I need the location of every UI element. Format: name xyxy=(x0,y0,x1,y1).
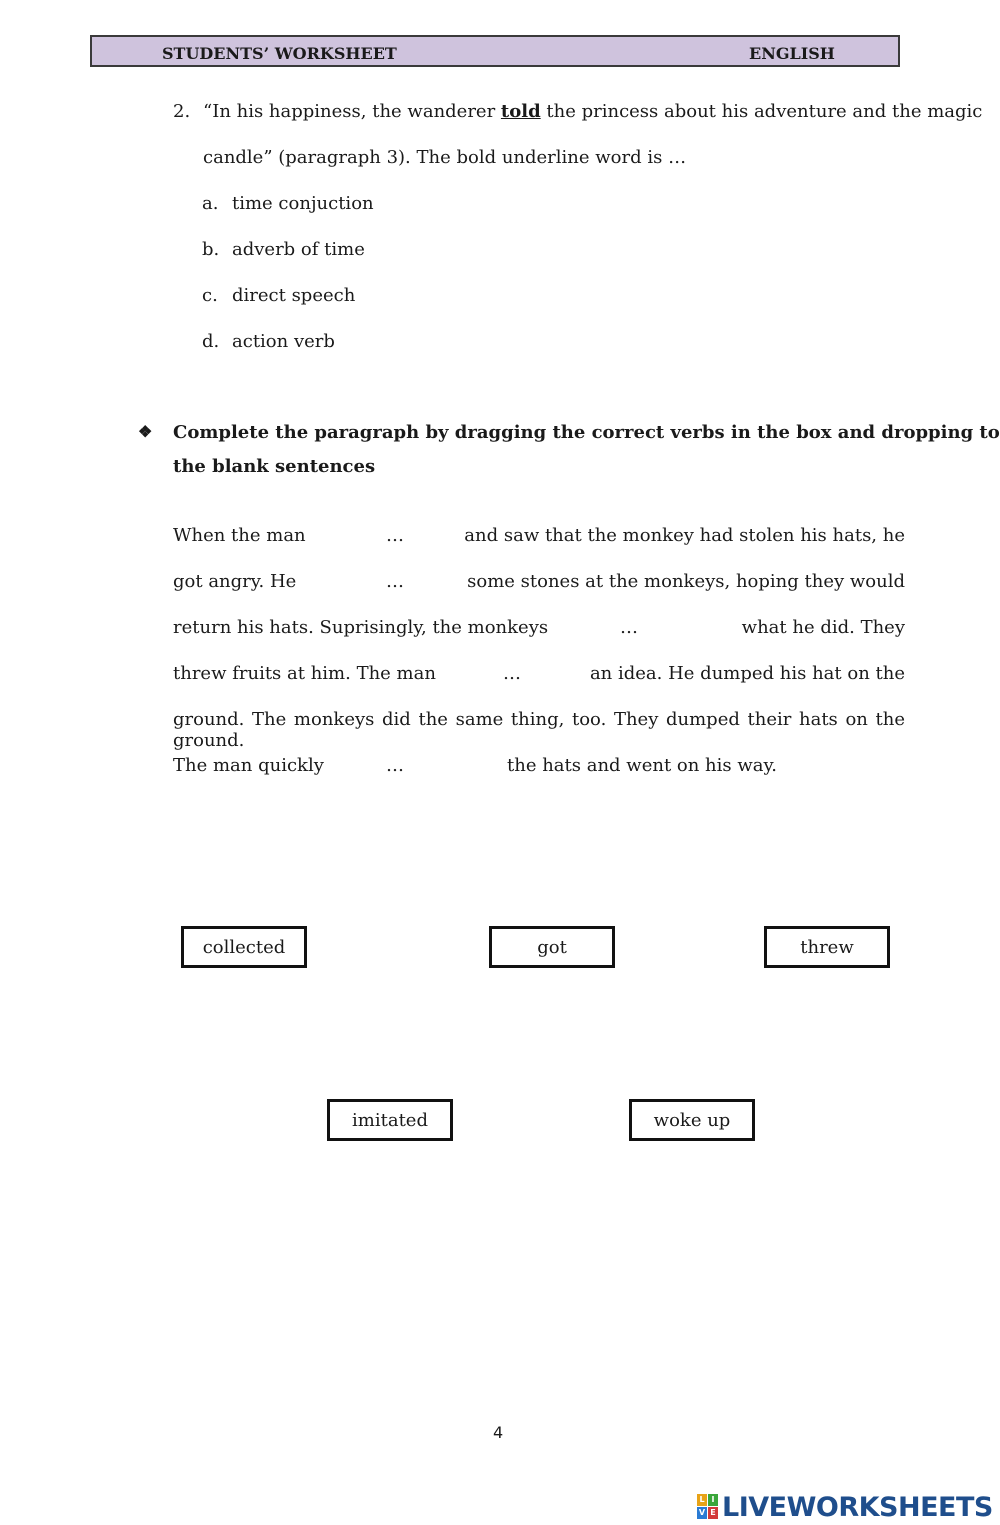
choice-threw[interactable]: threw xyxy=(764,926,890,968)
diamond-bullet-icon: ❖ xyxy=(138,422,153,441)
liveworksheets-mark-icon: L I V E xyxy=(697,1494,719,1520)
choice-imitated[interactable]: imitated xyxy=(327,1099,453,1141)
drop-blank-5[interactable]: … xyxy=(386,755,404,776)
choice-collected[interactable]: collected xyxy=(181,926,307,968)
paragraph-line-3: return his hats. Suprisingly, the monkeys … what he did. They xyxy=(173,617,905,638)
paragraph-line-5: ground. The monkeys did the same thing, too. They dumped their hats on the ground. xyxy=(173,709,905,751)
liveworksheets-logo xyxy=(697,1490,993,1524)
bold-underlined-word: told xyxy=(500,101,541,122)
question-text-line-2: candle” (paragraph 3). The bold underline word is … xyxy=(203,147,687,168)
paragraph-line-1: When the man … and saw that the monkey had stolen his hats, he xyxy=(173,525,905,546)
paragraph-line-2: got angry. He … some stones at the monkeys, hoping they would xyxy=(173,571,905,592)
header-subject: ENGLISH xyxy=(749,44,835,63)
brand-name: LIVEWORKSHEETS xyxy=(722,1491,993,1523)
instruction-line-1: Complete the paragraph by dragging the correct verbs in the box and dropping to xyxy=(173,422,1000,443)
worksheet-header xyxy=(90,35,900,67)
page-number: 4 xyxy=(493,1423,504,1442)
header-title: STUDENTS’ WORKSHEET xyxy=(162,44,397,63)
choice-got[interactable]: got xyxy=(489,926,615,968)
question-number: 2. xyxy=(173,101,191,122)
paragraph-line-4: threw fruits at him. The man … an idea. He dumped his hat on the xyxy=(173,663,905,684)
drop-blank-1[interactable]: … xyxy=(386,525,404,546)
paragraph-line-6: The man quickly … the hats and went on his way. xyxy=(173,755,777,776)
instruction-line-2: the blank sentences xyxy=(173,456,376,477)
choice-woke-up[interactable]: woke up xyxy=(629,1099,755,1141)
drop-blank-2[interactable]: … xyxy=(386,571,404,592)
question-text-line-1: “In his happiness, the wanderer told the princess about his adventure and the magic xyxy=(203,101,983,122)
drop-blank-3[interactable]: … xyxy=(620,617,638,638)
drop-blank-4[interactable]: … xyxy=(503,663,521,684)
